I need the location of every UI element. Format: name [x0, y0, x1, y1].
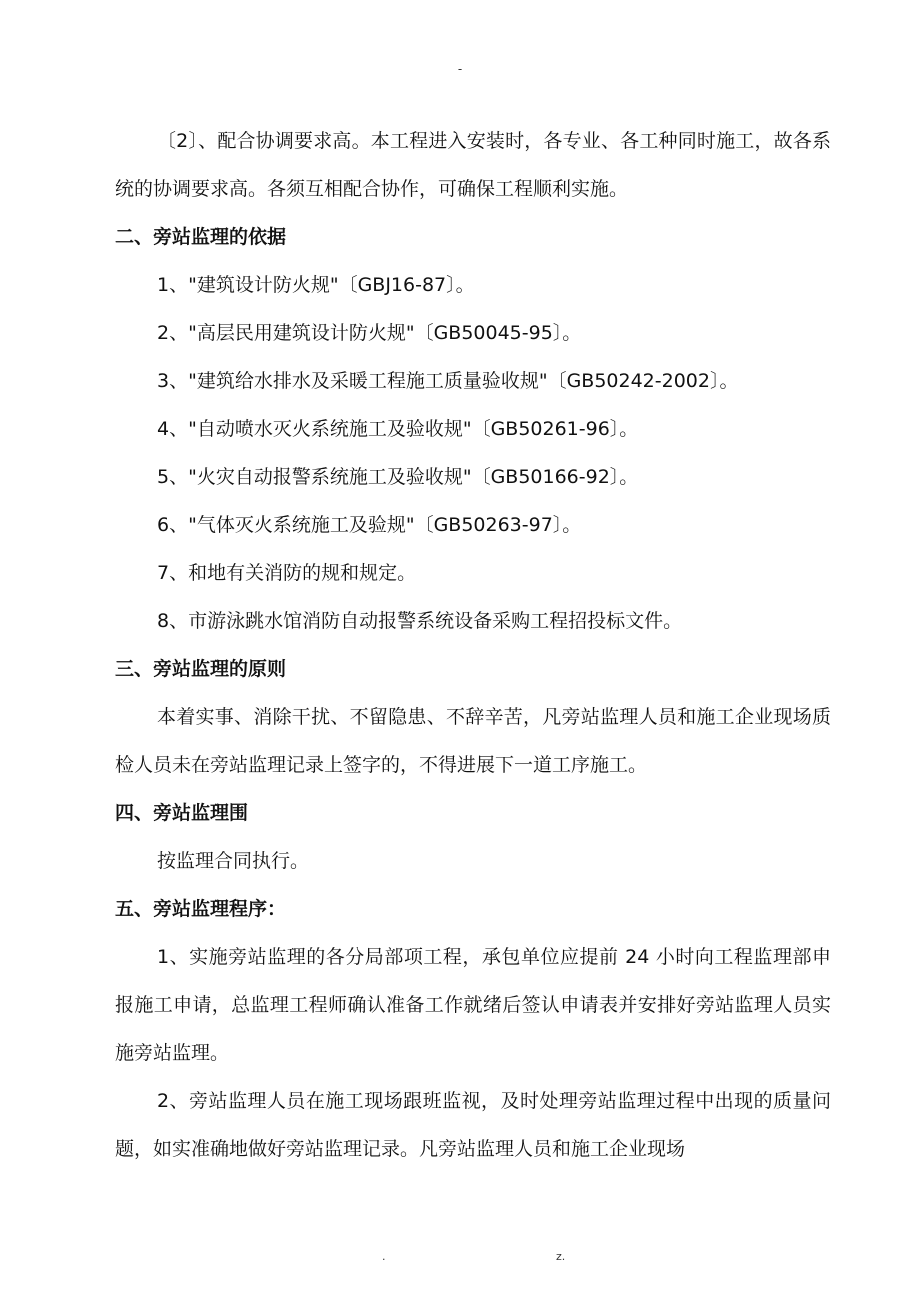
footer-right: z.: [556, 1250, 566, 1263]
paragraph-coordination: 〔2〕、配合协调要求高。本工程进入安装时，各专业、各工种同时施工，故各系统的协调要求高。各须互相配合协作，可确保工程顺利实施。: [115, 130, 831, 200]
footer-left: .: [382, 1250, 386, 1263]
basis-item-5: 5、"火灾自动报警系统施工及验收规"〔GB50166-92〕。: [157, 466, 639, 488]
basis-item-1: 1、"建筑设计防火规"〔GBJ16-87〕。: [157, 274, 475, 296]
section-heading-procedure: 五、旁站监理程序：: [115, 898, 287, 920]
paragraph-procedure-2: 2、旁站监理人员在施工现场跟班监视，及时处理旁站监理过程中出现的质量问题，如实准确地做好旁站监理记录。凡旁站监理人员和施工企业现场: [115, 1090, 831, 1160]
basis-item-2: 2、"高层民用建筑设计防火规"〔GB50045-95〕。: [157, 322, 582, 344]
document-body: [115, 117, 831, 1173]
basis-item-7: 7、和地有关消防的规和规定。: [157, 562, 417, 584]
paragraph-procedure-1: 1、实施旁站监理的各分局部项工程，承包单位应提前 24 小时向工程监理部申报施工申请，总监理工程师确认准备工作就绪后签认申请表并安排好旁站监理人员实施旁站监理。: [115, 946, 831, 1064]
paragraph-principle: 本着实事、消除干扰、不留隐患、不辞辛苦，凡旁站监理人员和施工企业现场质检人员未在旁站监理记录上签字的，不得进展下一道工序施工。: [115, 706, 831, 776]
section-heading-scope: 四、旁站监理围: [115, 802, 249, 824]
basis-item-6: 6、"气体灭火系统施工及验规"〔GB50263-97〕。: [157, 514, 582, 536]
basis-item-3: 3、"建筑给水排水及采暖工程施工质量验收规"〔GB50242-2002〕。: [157, 370, 739, 392]
basis-item-4: 4、"自动喷水灭火系统施工及验收规"〔GB50261-96〕。: [157, 418, 639, 440]
section-heading-basis: 二、旁站监理的依据: [115, 226, 287, 248]
section-heading-principle: 三、旁站监理的原则: [115, 658, 287, 680]
paragraph-scope: 按监理合同执行。: [157, 850, 310, 872]
page-header: -: [457, 62, 463, 76]
basis-item-8: 8、市游泳跳水馆消防自动报警系统设备采购工程招投标文件。: [157, 610, 683, 632]
